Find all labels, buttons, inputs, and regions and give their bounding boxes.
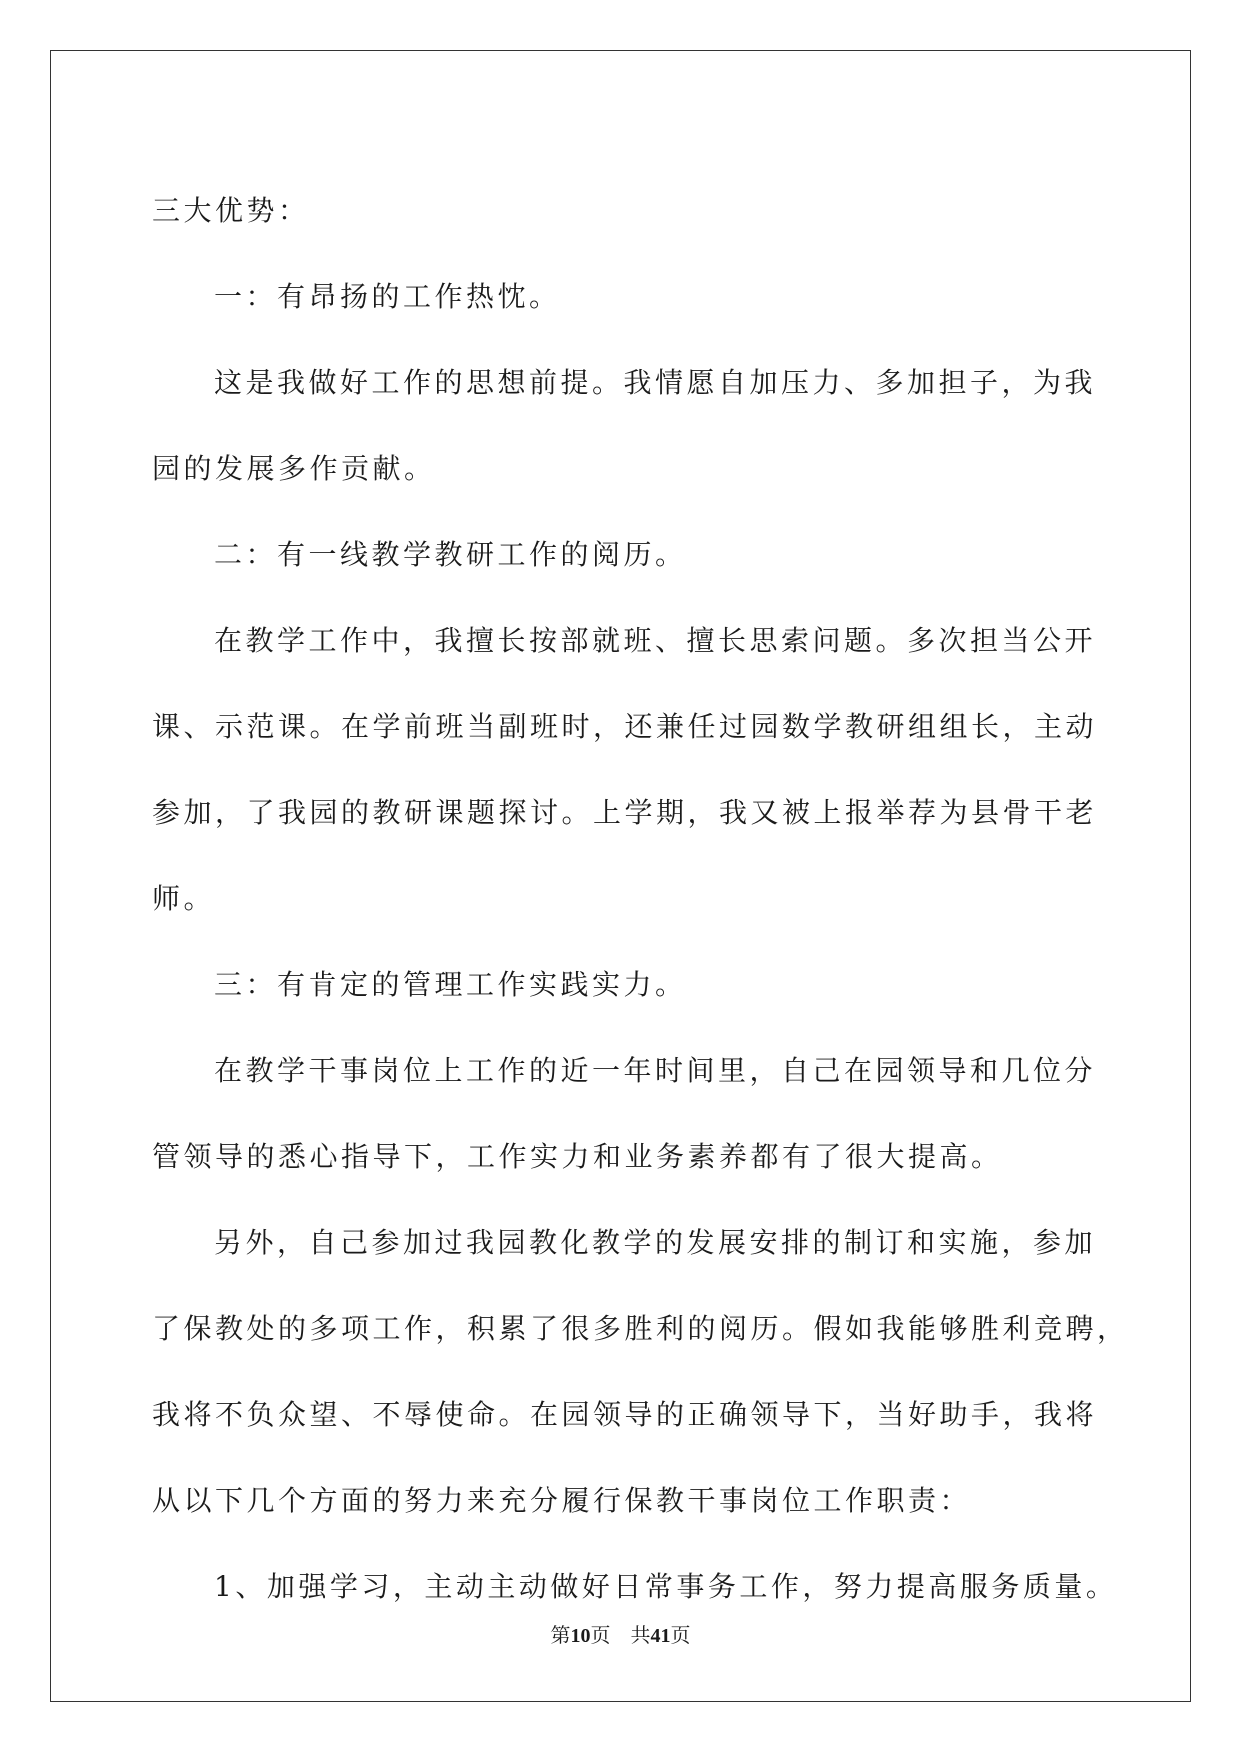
page-unit: 页 — [590, 1625, 611, 1647]
total-prefix: 共 — [630, 1625, 651, 1647]
paragraph-line: 园的发展多作贡献。 — [152, 452, 436, 485]
paragraph-line: 1、加强学习，主动主动做好日常事务工作，努力提高服务质量。 — [214, 1570, 1118, 1603]
paragraph-line: 课、示范课。在学前班当副班时，还兼任过园数学教研组组长，主动 — [152, 710, 1098, 743]
paragraph-line: 三：有肯定的管理工作实践实力。 — [214, 968, 687, 1001]
paragraph-line: 了保教处的多项工作，积累了很多胜利的阅历。假如我能够胜利竞聘， — [152, 1312, 1129, 1345]
total-unit: 页 — [670, 1625, 691, 1647]
paragraph-line: 三大优势： — [152, 194, 310, 227]
paragraph-line: 参加，了我园的教研课题探讨。上学期，我又被上报举荐为县骨干老 — [152, 796, 1098, 829]
page-prefix: 第 — [550, 1625, 571, 1647]
paragraph-line: 在教学工作中，我擅长按部就班、擅长思索问题。多次担当公开 — [214, 624, 1097, 657]
document-body — [152, 168, 1129, 1630]
paragraph-line: 在教学干事岗位上工作的近一年时间里，自己在园领导和几位分 — [214, 1054, 1097, 1087]
paragraph-line: 管领导的悉心指导下，工作实力和业务素养都有了很大提高。 — [152, 1140, 1003, 1173]
paragraph-line: 师。 — [152, 882, 216, 915]
page-number-footer — [0, 1622, 1241, 1650]
paragraph-line: 另外，自己参加过我园教化教学的发展安排的制订和实施，参加 — [214, 1226, 1097, 1259]
paragraph-line: 从以下几个方面的努力来充分履行保教干事岗位工作职责： — [152, 1484, 972, 1517]
paragraph-line: 一：有昂扬的工作热忱。 — [214, 280, 561, 313]
total-page-number: 41 — [650, 1625, 671, 1647]
paragraph-line: 二：有一线教学教研工作的阅历。 — [214, 538, 687, 571]
current-page-number: 10 — [570, 1625, 591, 1647]
paragraph-line: 这是我做好工作的思想前提。我情愿自加压力、多加担子，为我 — [214, 366, 1097, 399]
paragraph-line: 我将不负众望、不辱使命。在园领导的正确领导下，当好助手，我将 — [152, 1398, 1098, 1431]
